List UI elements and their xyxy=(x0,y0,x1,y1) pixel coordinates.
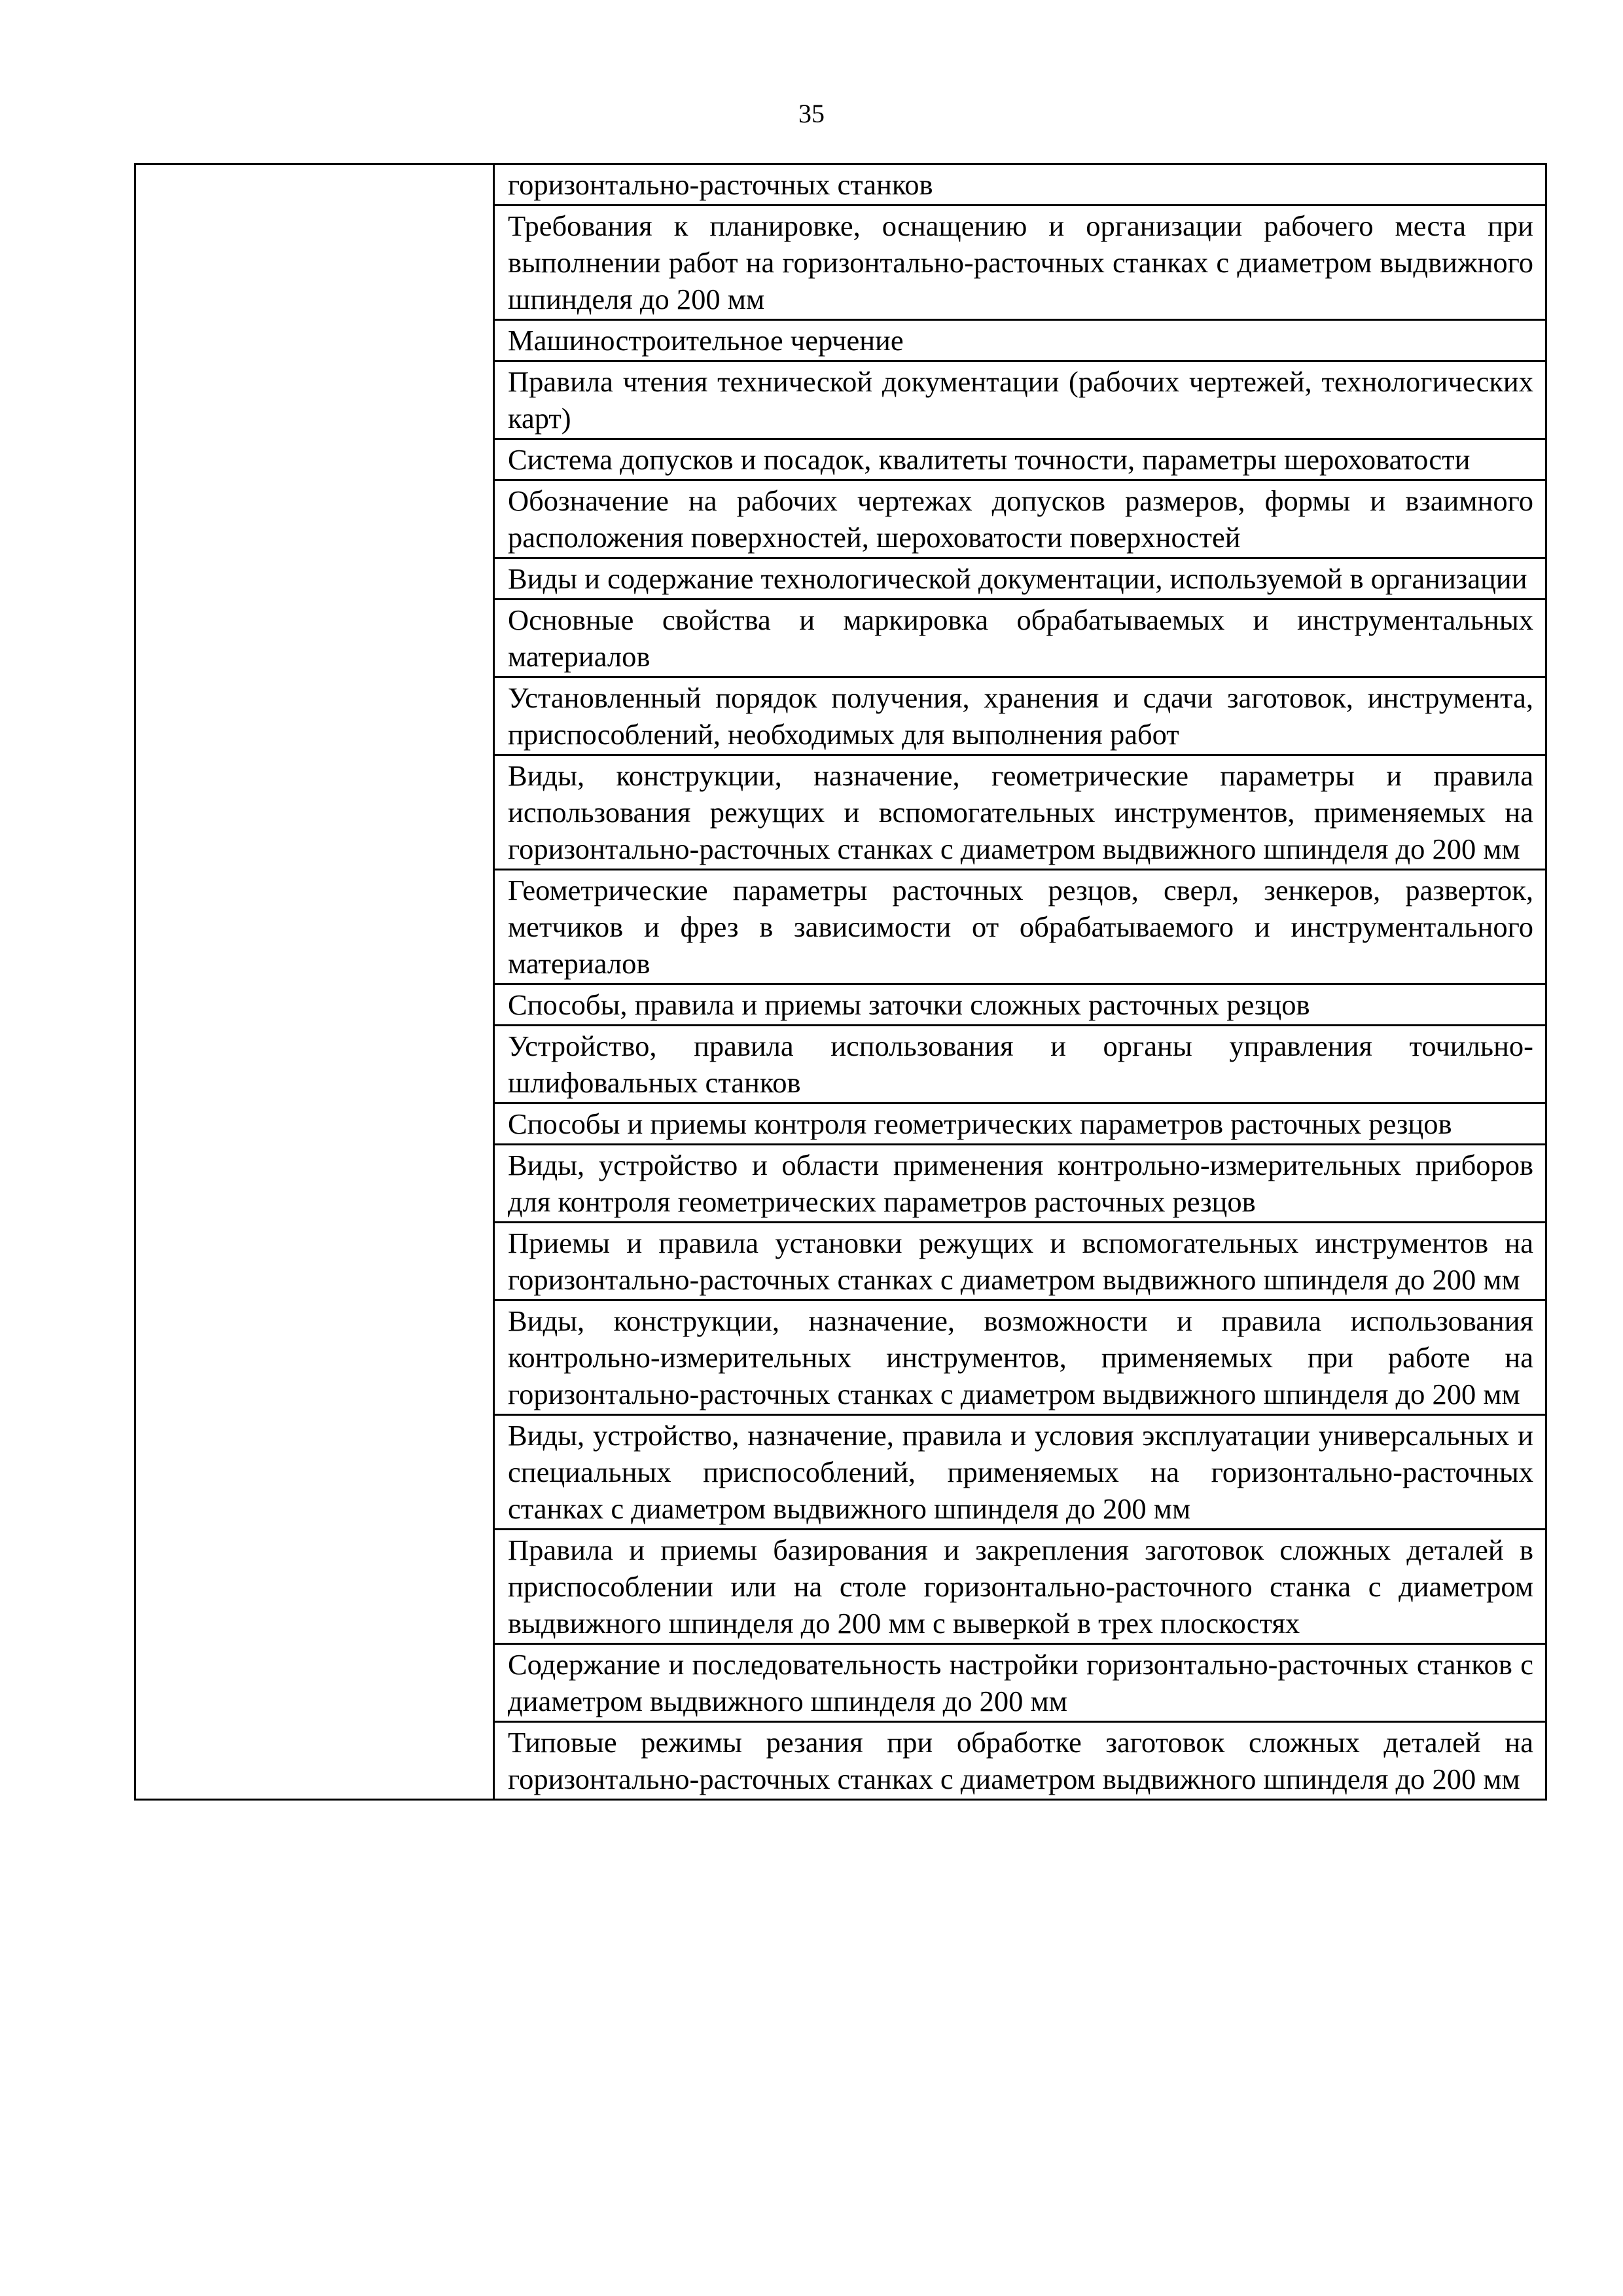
requirements-table xyxy=(134,163,1547,1801)
knowledge-item: Система допусков и посадок, квалитеты точности, параметры шероховатости xyxy=(494,439,1546,480)
knowledge-item: Требования к планировке, оснащению и организации рабочего места при выполнении работ на горизонтально-расточных станках с диаметром выдвижного шпинделя до 200 мм xyxy=(494,206,1546,320)
knowledge-item: Правила чтения технической документации (рабочих чертежей, технологических карт) xyxy=(494,361,1546,439)
knowledge-item: Машиностроительное черчение xyxy=(494,320,1546,361)
knowledge-item: Установленный порядок получения, хранения и сдачи заготовок, инструмента, приспособлений, необходимых для выполнения работ xyxy=(494,677,1546,755)
knowledge-item: горизонтально-расточных станков xyxy=(494,164,1546,206)
knowledge-item: Обозначение на рабочих чертежах допусков размеров, формы и взаимного расположения поверхностей, шероховатости поверхностей xyxy=(494,480,1546,558)
knowledge-item: Способы, правила и приемы заточки сложных расточных резцов xyxy=(494,984,1546,1026)
left-column-cell xyxy=(135,164,494,1800)
knowledge-item: Геометрические параметры расточных резцов, сверл, зенкеров, разверток, метчиков и фрез в зависимости от обрабатываемого и инструментального материалов xyxy=(494,870,1546,984)
knowledge-item: Виды и содержание технологической документации, используемой в организации xyxy=(494,558,1546,600)
knowledge-item: Содержание и последовательность настройки горизонтально-расточных станков с диаметром выдвижного шпинделя до 200 мм xyxy=(494,1644,1546,1722)
knowledge-item: Основные свойства и маркировка обрабатываемых и инструментальных материалов xyxy=(494,600,1546,677)
page-number: 35 xyxy=(798,99,825,128)
knowledge-item: Правила и приемы базирования и закрепления заготовок сложных деталей в приспособлении или на столе горизонтально-расточного станка с диаметром выдвижного шпинделя до 200 мм с выверкой в трех плоскостях xyxy=(494,1530,1546,1644)
knowledge-item: Виды, конструкции, назначение, геометрические параметры и правила использования режущих и вспомогательных инструментов, применяемых на горизонтально-расточных станках с диаметром выдвижного шпинделя до 200 мм xyxy=(494,755,1546,870)
knowledge-item: Типовые режимы резания при обработке заготовок сложных деталей на горизонтально-расточных станках с диаметром выдвижного шпинделя до 200 мм xyxy=(494,1722,1546,1800)
knowledge-item: Устройство, правила использования и органы управления точильно-шлифовальных станков xyxy=(494,1026,1546,1103)
knowledge-item: Виды, устройство, назначение, правила и условия эксплуатации универсальных и специальных приспособлений, применяемых на горизонтально-расточных станках с диаметром выдвижного шпинделя до 200 мм xyxy=(494,1415,1546,1530)
knowledge-item: Приемы и правила установки режущих и вспомогательных инструментов на горизонтально-расточных станках с диаметром выдвижного шпинделя до 200 мм xyxy=(494,1223,1546,1300)
table-body xyxy=(135,164,1546,1800)
knowledge-item: Способы и приемы контроля геометрических параметров расточных резцов xyxy=(494,1103,1546,1145)
table-row xyxy=(135,164,1546,206)
knowledge-item: Виды, устройство и области применения контрольно-измерительных приборов для контроля геометрических параметров расточных резцов xyxy=(494,1145,1546,1223)
knowledge-item: Виды, конструкции, назначение, возможности и правила использования контрольно-измерительных инструментов, применяемых при работе на горизонтально-расточных станках с диаметром выдвижного шпинделя до 200 мм xyxy=(494,1300,1546,1415)
